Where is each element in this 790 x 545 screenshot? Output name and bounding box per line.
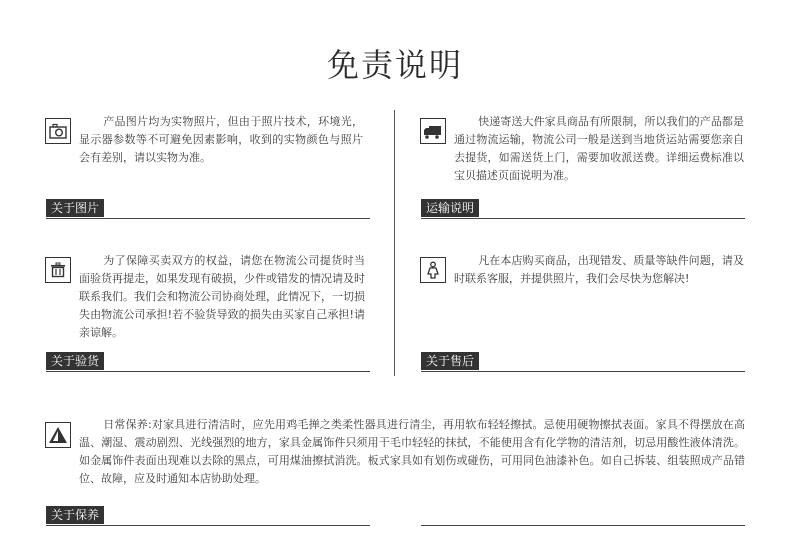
truck-icon [420,118,446,144]
section-text-pictures: 产品图片均为实物照片，但由于照片技术，环境光，显示器参数等不可避免因素影响，收到的实物颜色与照片会有差别，请以实物为准。 [79,115,363,164]
section-underline [46,525,370,526]
vertical-divider [394,110,395,376]
section-text-shipping: 快递寄送大件家具商品有所限制，所以我们的产品都是通过物流运输，物流公司一般是送到当地货运站需要您亲自去提货，如需送货上门，需要加收派送费。详细运费标准以宝贝描述页面说明为准。 [454,115,744,182]
section-underline [46,218,370,219]
section-underline [421,371,745,372]
section-text-maintenance: 日常保养:对家具进行清洁时，应先用鸡毛掸之类柔性器具进行清尘，再用软布轻轻擦拭。忌使用硬物擦拭表面。家具不得摆放在高温、潮湿、震动剧烈、光线强烈的地方，家具金属饰件只须用干毛巾轻轻的抹拭，不能使用含有化学物的清洁剂，切忌用酸性液体清洗。如金属饰件表面出现难以去除的黑点，可用煤油擦拭消洗。板式家具如有划伤或碰伤，可用同色油漆补色。如自己拆装、组装照成产品错位、故障，应及时通知本店协助处理。 [79,418,745,485]
section-label-shipping: 运输说明 [421,199,479,217]
section-text-after-sales: 凡在本店购买商品，出现错发、质量等缺件问题，请及时联系客服，并提供照片，我们会尽快为您解决! [454,254,744,285]
section-underline [421,525,745,526]
person-icon [420,257,446,283]
section-label-pictures: 关于图片 [46,199,104,217]
section-text-inspection: 为了保障买卖双方的权益，请您在物流公司提货时当面验货再提走，如果发现有破损，少件或错发的情况请及时联系我们。我们会和物流公司协商处理，此情况下，一切损失由物流公司承担!若不验货导致的损失由买家自己承担!请亲谅解。 [79,254,365,339]
section-label-inspection: 关于验货 [46,352,104,370]
trash-bin-icon [45,257,71,283]
section-underline [421,218,745,219]
section-label-after-sales: 关于售后 [421,352,479,370]
camera-icon [45,118,71,144]
warning-triangle-icon [45,422,71,448]
section-underline [46,371,370,372]
section-label-maintenance: 关于保养 [46,506,104,524]
page-title: 免责说明 [326,46,463,84]
